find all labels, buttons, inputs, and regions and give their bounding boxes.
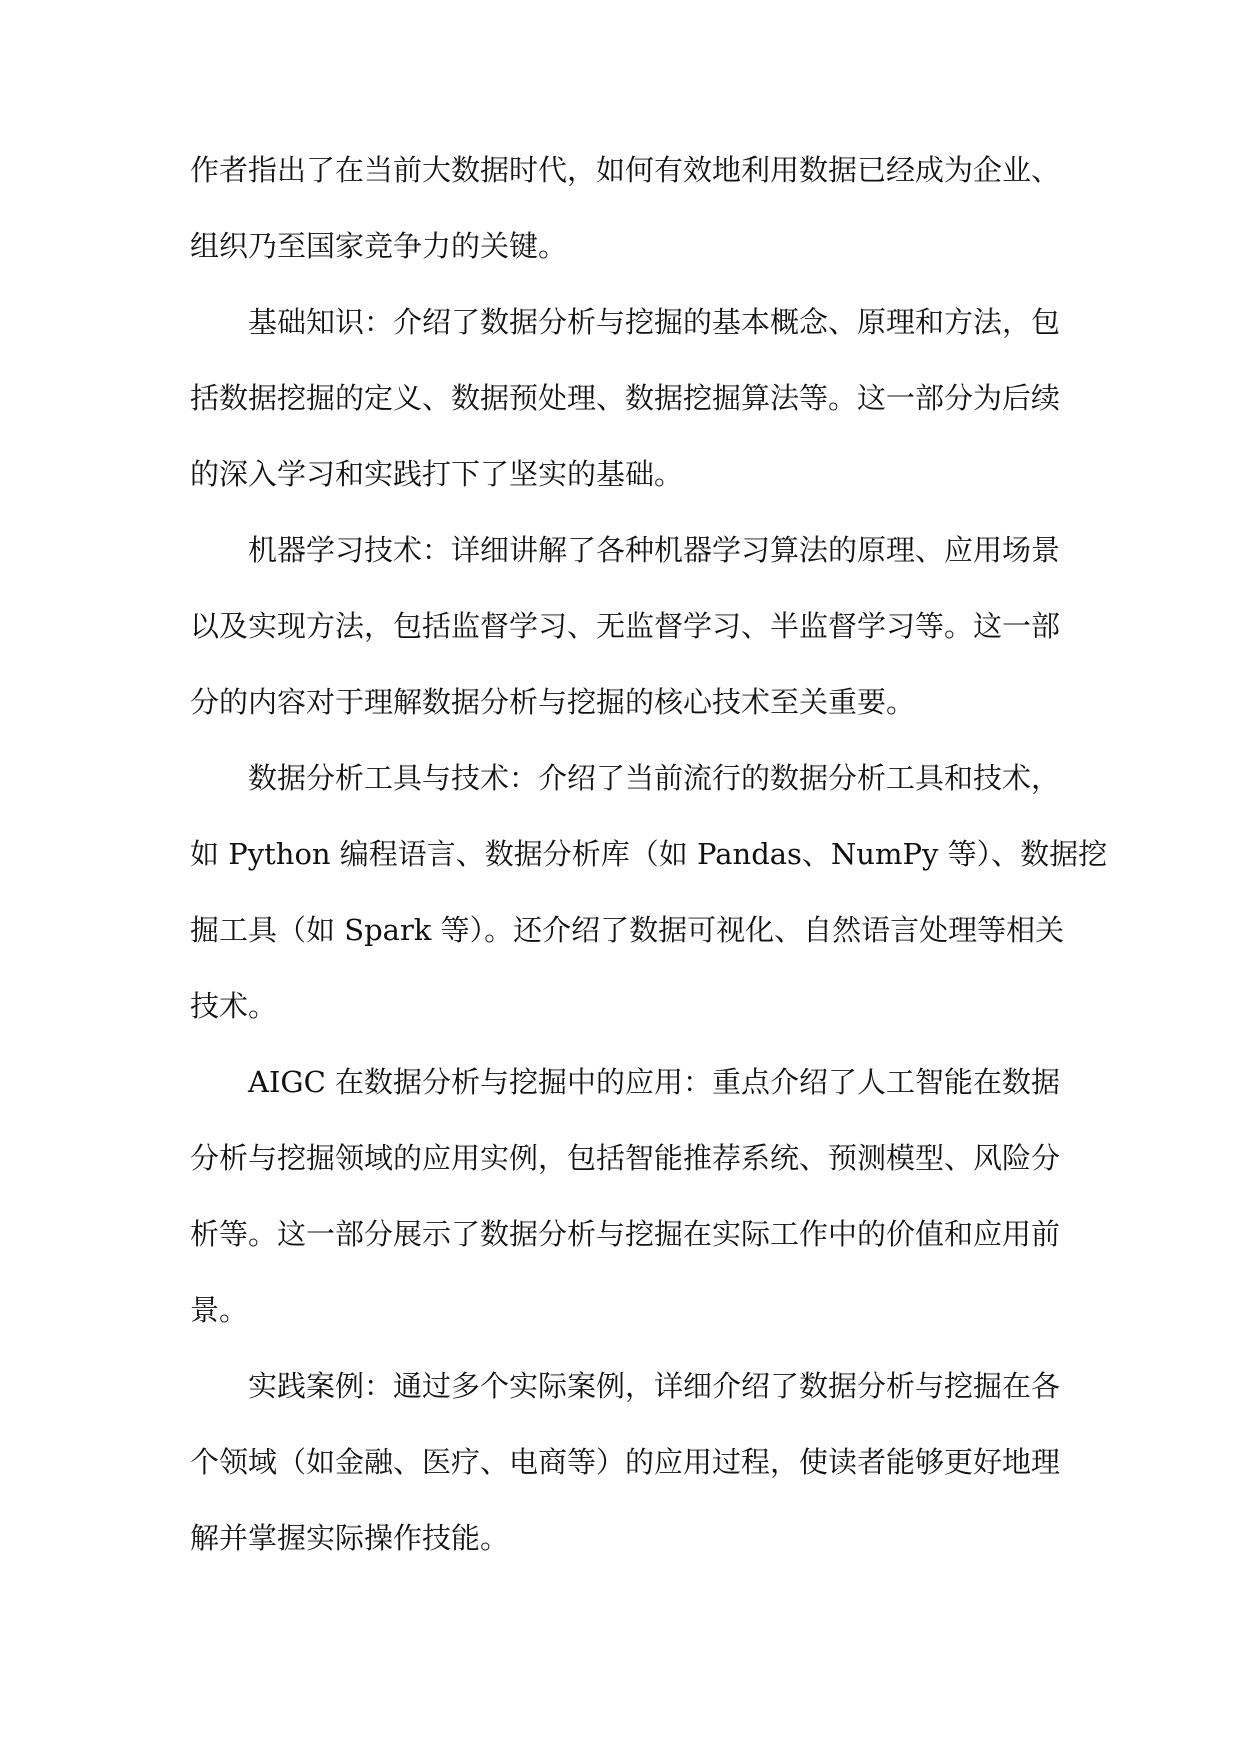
text-line: 的深入学习和实践打下了坚实的基础。 [190,457,684,491]
paragraph-start-line: 基础知识：介绍了数据分析与挖掘的基本概念、原理和方法，包 [248,305,1061,339]
text-line: 如 Python 编程语言、数据分析库（如 Pandas、NumPy 等）、数据挖 [190,837,1108,871]
text-line: 掘工具（如 Spark 等）。还介绍了数据可视化、自然语言处理等相关 [190,913,1065,947]
text-line: 分析与挖掘领域的应用实例，包括智能推荐系统、预测模型、风险分 [190,1141,1061,1175]
text-line: 以及实现方法，包括监督学习、无监督学习、半监督学习等。这一部 [190,609,1061,643]
text-line: 技术。 [190,989,278,1023]
text-line: 括数据挖掘的定义、数据预处理、数据挖掘算法等。这一部分为后续 [190,381,1061,415]
paragraph-start-line: 机器学习技术：详细讲解了各种机器学习算法的原理、应用场景 [248,533,1061,567]
paragraph-start-line: 数据分析工具与技术：介绍了当前流行的数据分析工具和技术， [248,761,1061,795]
text-line: 解并掌握实际操作技能。 [190,1521,510,1555]
text-line: 组织乃至国家竞争力的关键。 [190,229,568,263]
paragraph-start-line: AIGC 在数据分析与挖掘中的应用：重点介绍了人工智能在数据 [248,1065,1060,1099]
paragraph-start-line: 实践案例：通过多个实际案例，详细介绍了数据分析与挖掘在各 [248,1369,1061,1403]
text-line: 个领域（如金融、医疗、电商等）的应用过程，使读者能够更好地理 [190,1445,1061,1479]
text-line: 景。 [190,1293,249,1327]
text-line: 作者指出了在当前大数据时代，如何有效地利用数据已经成为企业、 [190,153,1061,187]
text-line: 分的内容对于理解数据分析与挖掘的核心技术至关重要。 [190,685,916,719]
text-line: 析等。这一部分展示了数据分析与挖掘在实际工作中的价值和应用前 [190,1217,1061,1251]
